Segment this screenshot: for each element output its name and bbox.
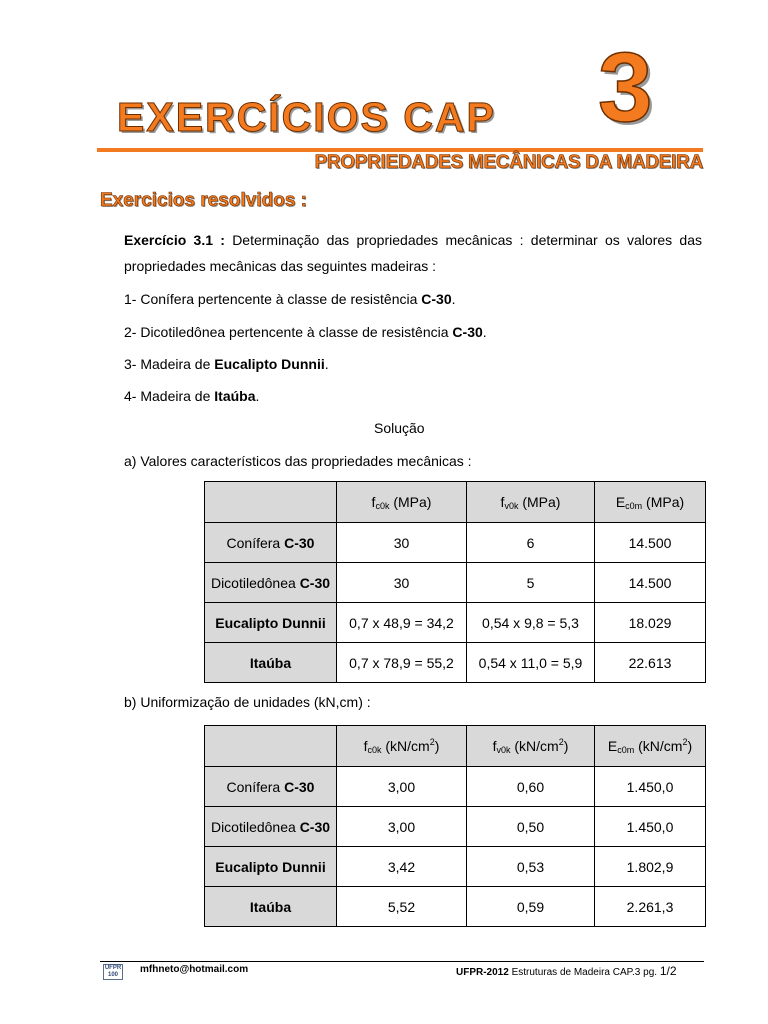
table-cell: 14.500 xyxy=(595,563,706,603)
footer-org: UFPR-2012 xyxy=(456,967,509,978)
section-title: Exercicios resolvidos : xyxy=(100,190,307,211)
row-header: Conífera C-30 xyxy=(205,767,337,807)
table-cell: 3,42 xyxy=(337,847,467,887)
table-cell: 0,50 xyxy=(467,807,595,847)
table-cell: 1.450,0 xyxy=(595,767,706,807)
table-cell: 0,54 x 11,0 = 5,9 xyxy=(467,643,595,683)
table-cell: 0,60 xyxy=(467,767,595,807)
column-header-fv0k: $f_{v0k}$ $(kN/cm^2)$ xyxy=(467,726,595,767)
ufpr-logo: UFPR 100 xyxy=(104,965,122,978)
table-cell: 3,00 xyxy=(337,807,467,847)
row-header: Dicotiledônea C-30 xyxy=(205,563,337,603)
row-header: Eucalipto Dunnii xyxy=(205,847,337,887)
table-cell: 0,53 xyxy=(467,847,595,887)
table-cell: 30 xyxy=(337,523,467,563)
table-cell: 22.613 xyxy=(595,643,706,683)
table-cell: 3,00 xyxy=(337,767,467,807)
chapter-number: 3 xyxy=(598,32,653,142)
list-item: 3- Madeira de Eucalipto Dunnii. xyxy=(124,356,329,372)
column-header-ec0m: $E_{c0m}$ $(kN/cm^2)$ xyxy=(595,726,706,767)
table-cell: 6 xyxy=(467,523,595,563)
exercise-label: Exercício 3.1 : xyxy=(124,232,225,248)
table-row xyxy=(205,563,706,603)
table-row xyxy=(205,643,706,683)
table-corner-cell xyxy=(205,726,337,767)
exercise-intro-line2: propriedades mecânicas das seguintes madeiras : xyxy=(124,258,437,274)
row-header: Eucalipto Dunnii xyxy=(205,603,337,643)
table-header-row xyxy=(205,482,706,523)
table-cell: 30 xyxy=(337,563,467,603)
column-header-fc0k: $f_{c0k}$ (MPa) xyxy=(337,482,467,523)
footer-email: mfhneto@hotmail.com xyxy=(140,964,249,975)
table-cell: 1.802,9 xyxy=(595,847,706,887)
row-header: Itaúba xyxy=(205,643,337,683)
table-cell: 14.500 xyxy=(595,523,706,563)
row-header: Conífera C-30 xyxy=(205,523,337,563)
table-cell: 5,52 xyxy=(337,887,467,927)
table-corner-cell xyxy=(205,482,337,523)
exercise-intro-text: Determinação das propriedades mecânicas : determinar os valores das xyxy=(224,232,702,248)
column-header-fv0k: $f_{v0k}$ (MPa) xyxy=(467,482,595,523)
table-row xyxy=(205,847,706,887)
part-a-label: a) Valores característicos das propriedades mecânicas : xyxy=(124,453,472,469)
footer-page-info xyxy=(456,964,677,978)
table-row xyxy=(205,887,706,927)
table-row xyxy=(205,767,706,807)
page-number: 1/2 xyxy=(659,964,677,978)
table-cell: 18.029 xyxy=(595,603,706,643)
column-header-fc0k: $f_{c0k}$ $(kN/cm^2)$ xyxy=(337,726,467,767)
table-header-row xyxy=(205,726,706,767)
list-item: 1- Conífera pertencente à classe de resistência C-30. xyxy=(124,291,456,307)
chapter-subtitle: PROPRIEDADES MECÂNICAS DA MADEIRA xyxy=(314,152,703,173)
table-cell: 0,59 xyxy=(467,887,595,927)
table-cell: 0,7 x 78,9 = 55,2 xyxy=(337,643,467,683)
table-cell: 1.450,0 xyxy=(595,807,706,847)
list-item: 4- Madeira de Itaúba. xyxy=(124,388,260,404)
table-cell: 0,7 x 48,9 = 34,2 xyxy=(337,603,467,643)
table-row xyxy=(205,807,706,847)
column-header-ec0m: $E_{c0m}$ (MPa) xyxy=(595,482,706,523)
solution-label: Solução xyxy=(374,420,425,436)
table-row xyxy=(205,603,706,643)
row-header: Dicotiledônea C-30 xyxy=(205,807,337,847)
table-unit-conversion xyxy=(204,725,706,927)
list-item: 2- Dicotiledônea pertencente à classe de resistência C-30. xyxy=(124,324,487,340)
chapter-title: EXERCÍCIOS CAP xyxy=(117,94,496,140)
footer-course: Estruturas de Madeira CAP.3 pg. xyxy=(508,967,660,978)
table-row xyxy=(205,523,706,563)
table-characteristic-values xyxy=(204,481,706,683)
row-header: Itaúba xyxy=(205,887,337,927)
table-cell: 2.261,3 xyxy=(595,887,706,927)
footer-divider xyxy=(100,961,704,962)
exercise-intro-line1 xyxy=(124,232,702,248)
table-cell: 5 xyxy=(467,563,595,603)
table-cell: 0,54 x 9,8 = 5,3 xyxy=(467,603,595,643)
part-b-label: b) Uniformização de unidades (kN,cm) : xyxy=(124,694,371,710)
